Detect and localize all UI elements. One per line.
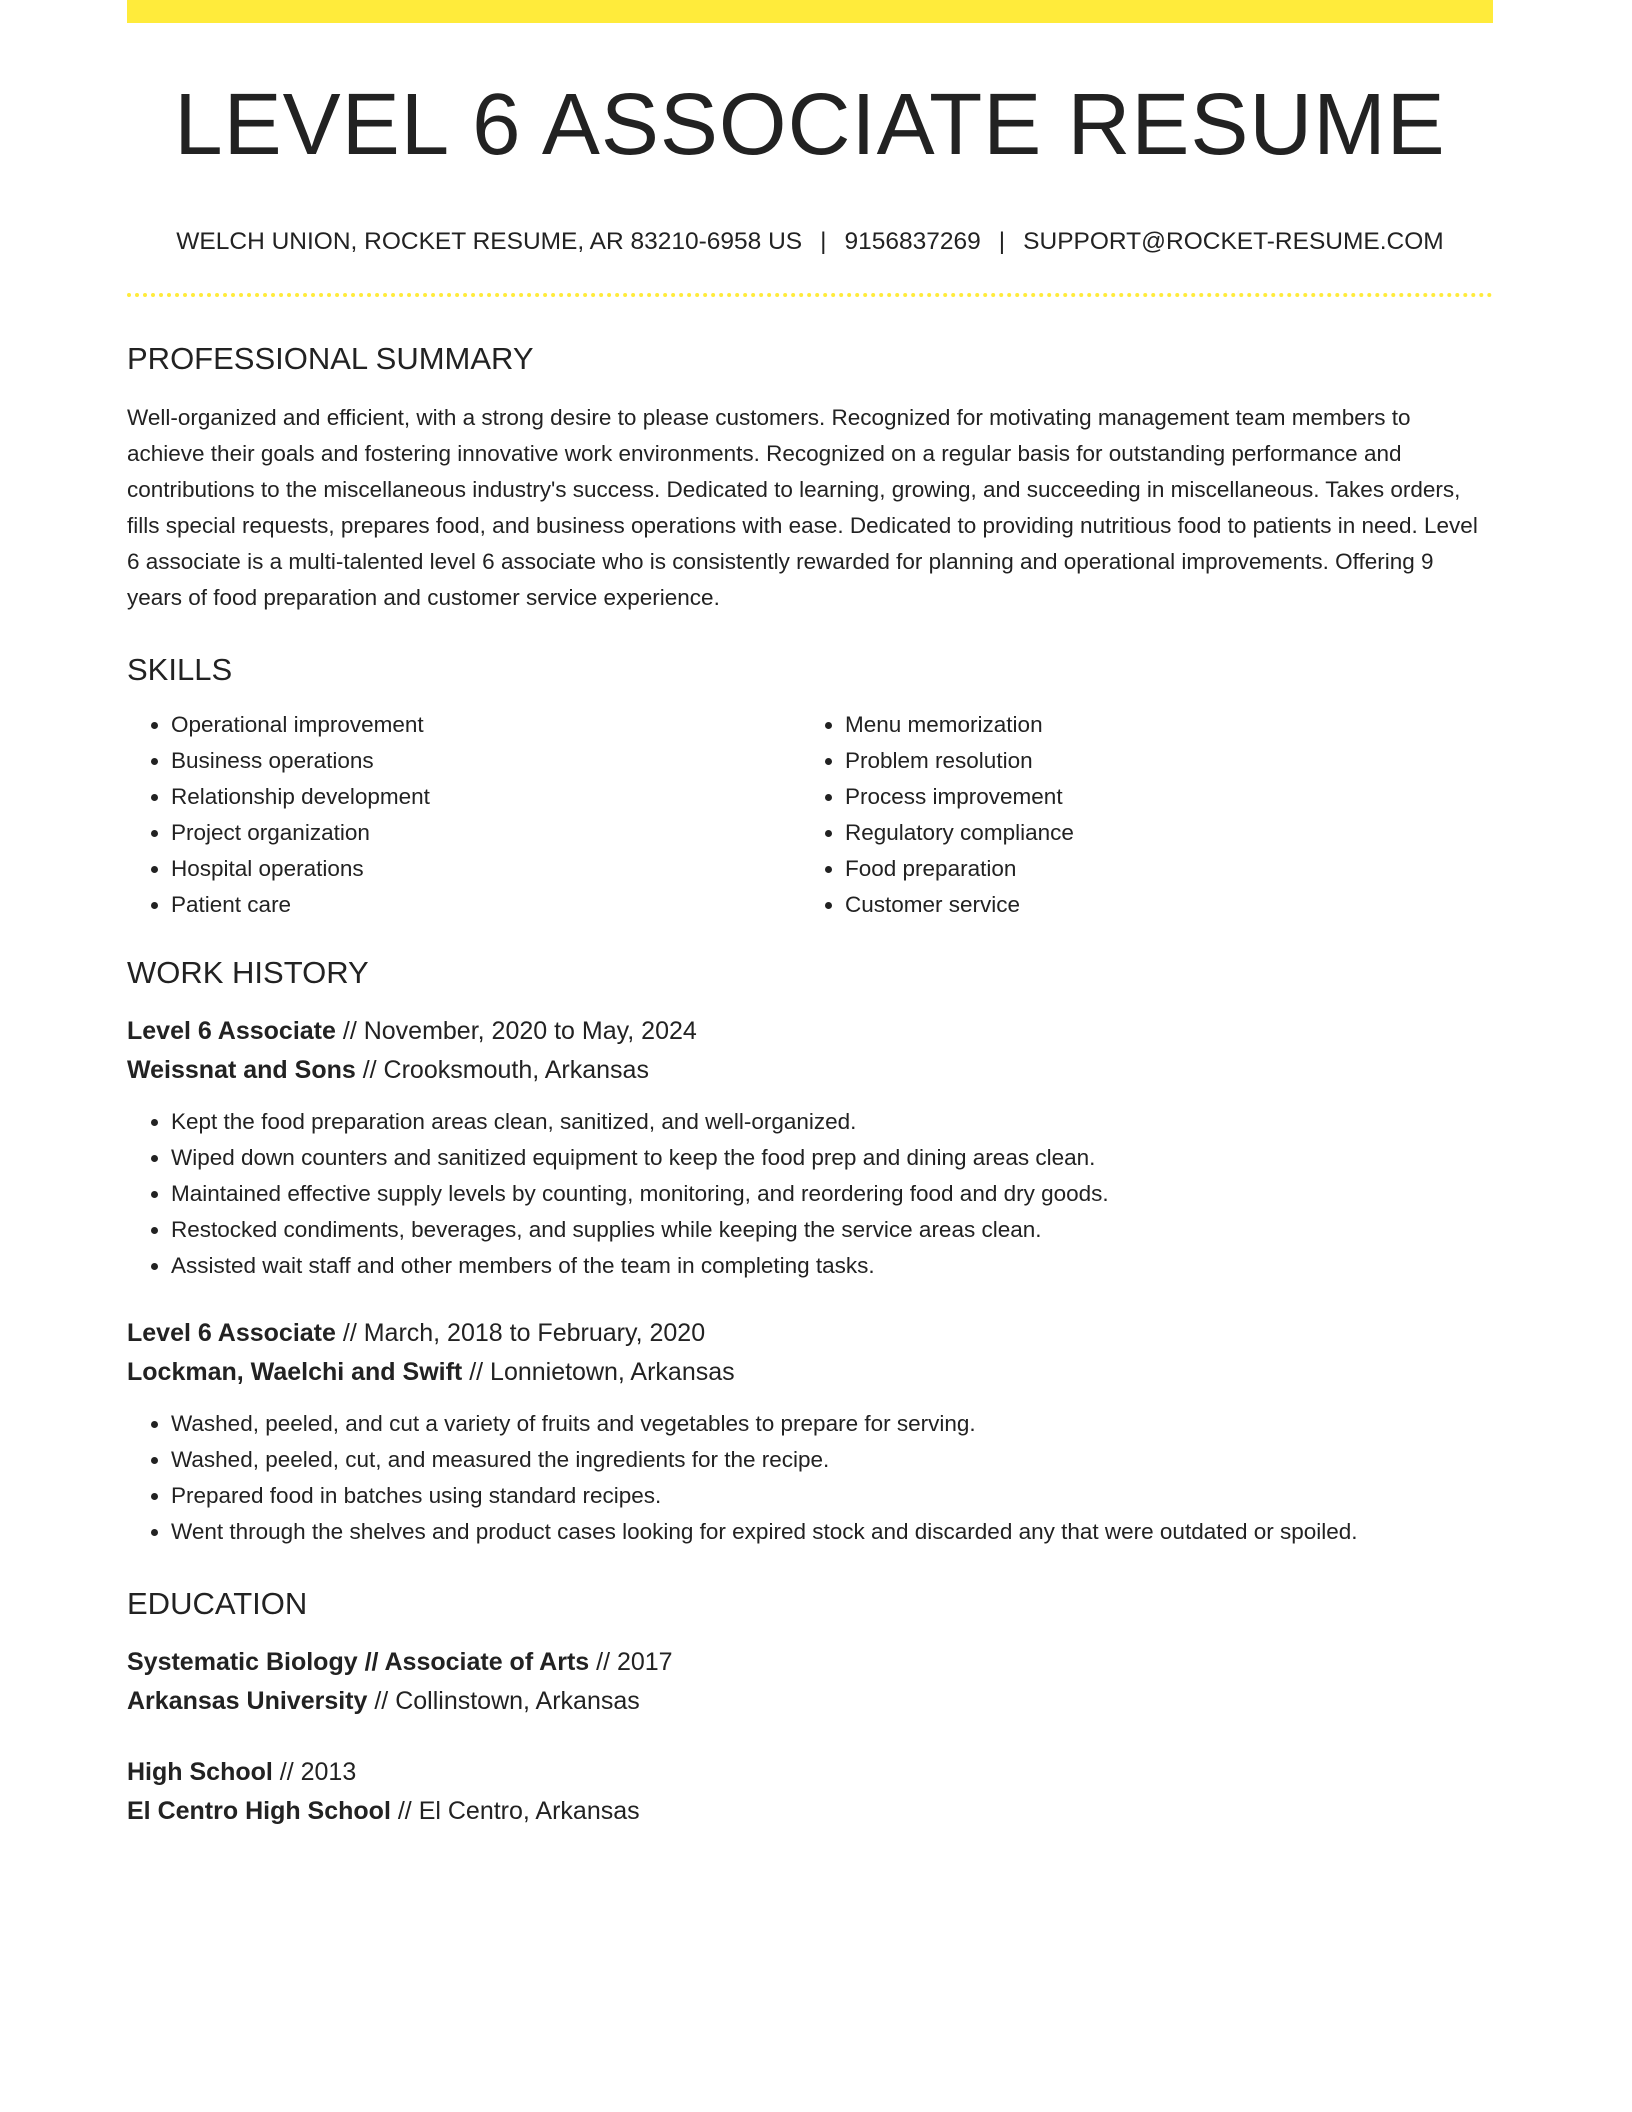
job-role: Level 6 Associate [127, 1016, 336, 1045]
job-company-line [127, 1051, 1493, 1090]
skill-item: • Food preparation [845, 851, 1475, 887]
education-year: // 2013 [279, 1757, 357, 1786]
job-bullet: • Washed, peeled, and cut a variety of fruits and vegetables to prepare for serving. [171, 1406, 1493, 1442]
job-bullet-list [127, 1104, 1493, 1284]
education-location: // El Centro, Arkansas [397, 1796, 640, 1825]
job-bullet: • Assisted wait staff and other members of the team in completing tasks. [171, 1248, 1493, 1284]
contact-email: SUPPORT@ROCKET-RESUME.COM [1023, 228, 1444, 255]
skill-item: • Patient care [171, 887, 801, 923]
job-dates: // November, 2020 to May, 2024 [342, 1016, 697, 1045]
education-degree-line [127, 1643, 1493, 1682]
education-school: El Centro High School [127, 1796, 391, 1825]
education-entry [127, 1753, 1493, 1831]
job-location: // Lonnietown, Arkansas [469, 1357, 735, 1386]
education-entry [127, 1643, 1493, 1721]
education-school-line [127, 1682, 1493, 1721]
job-role: Level 6 Associate [127, 1318, 336, 1347]
job-dates: // March, 2018 to February, 2020 [342, 1318, 706, 1347]
skill-item: • Menu memorization [845, 707, 1475, 743]
job-role-line [127, 1314, 1493, 1353]
job-bullet: • Restocked condiments, beverages, and supplies while keeping the service areas clean. [171, 1212, 1493, 1248]
education-school: Arkansas University [127, 1686, 368, 1715]
skill-item: • Hospital operations [171, 851, 801, 887]
job-bullet: • Went through the shelves and product cases looking for expired stock and discarded any that were outdated or spoiled. [171, 1514, 1493, 1550]
education-year: // 2017 [596, 1647, 673, 1676]
contact-line [127, 230, 1493, 255]
resume-page [127, 0, 1493, 1831]
section-title-skills: SKILLS [127, 651, 233, 687]
section-title-education: EDUCATION [127, 1585, 308, 1621]
education-degree-line [127, 1753, 1493, 1792]
job-bullet: • Wiped down counters and sanitized equipment to keep the food prep and dining areas clean. [171, 1140, 1493, 1176]
education-school-line [127, 1792, 1493, 1831]
education-degree: Systematic Biology // Associate of Arts [127, 1647, 590, 1676]
job-bullet: • Prepared food in batches using standard recipes. [171, 1478, 1493, 1514]
contact-phone: 9156837269 [844, 228, 981, 255]
accent-top-bar [127, 0, 1493, 23]
job-bullet: • Maintained effective supply levels by counting, monitoring, and reordering food and dry goods. [171, 1176, 1493, 1212]
skill-item: • Regulatory compliance [845, 815, 1475, 851]
job-company: Lockman, Waelchi and Swift [127, 1357, 463, 1386]
skill-item: • Operational improvement [171, 707, 801, 743]
skill-item: • Customer service [845, 887, 1475, 923]
job-entry [127, 1314, 1493, 1550]
skills-grid [127, 707, 1493, 923]
contact-separator: | [998, 228, 1006, 255]
dotted-divider [127, 293, 1493, 297]
skill-item: • Project organization [171, 815, 801, 851]
job-company: Weissnat and Sons [127, 1055, 356, 1084]
skill-item: • Relationship development [171, 779, 801, 815]
summary-paragraph: Well-organized and efficient, with a strong desire to please customers. Recognized for motivating management team members to achieve their goals and fostering innovative work environments. Recognized on a regular basis for outstanding performance and contributions to the miscellaneous industry's success. Dedicated to learning, growing, and succeeding in miscellaneous. Takes orders, fills special requests, prepares food, and business operations with ease. Dedicated to providing nutritious food to patients in need. Level 6 associate is a multi-talented level 6 associate who is consistently rewarded for planning and operational improvements. Offering 9 years of food preparation and customer service experience. [127, 404, 1478, 610]
contact-address: WELCH UNION, ROCKET RESUME, AR 83210-6958 US [176, 228, 803, 255]
job-bullet: • Washed, peeled, cut, and measured the ingredients for the recipe. [171, 1442, 1493, 1478]
job-role-line [127, 1012, 1493, 1051]
job-bullet: • Kept the food preparation areas clean, sanitized, and well-organized. [171, 1104, 1493, 1140]
resume-title: LEVEL 6 ASSOCIATE RESUME [174, 76, 1446, 173]
skills-list-right [801, 707, 1475, 923]
education-location: // Collinstown, Arkansas [374, 1686, 640, 1715]
job-company-line [127, 1353, 1493, 1392]
skill-item: • Problem resolution [845, 743, 1475, 779]
job-location: // Crooksmouth, Arkansas [362, 1055, 649, 1084]
skills-list-left [127, 707, 801, 923]
skill-item: • Business operations [171, 743, 801, 779]
job-entry [127, 1012, 1493, 1284]
job-bullet-list [127, 1406, 1493, 1550]
skill-item: • Process improvement [845, 779, 1475, 815]
contact-separator: | [820, 228, 827, 255]
section-title-work-history: WORK HISTORY [127, 954, 369, 990]
education-degree: High School [127, 1757, 273, 1786]
section-title-summary: PROFESSIONAL SUMMARY [127, 340, 534, 376]
